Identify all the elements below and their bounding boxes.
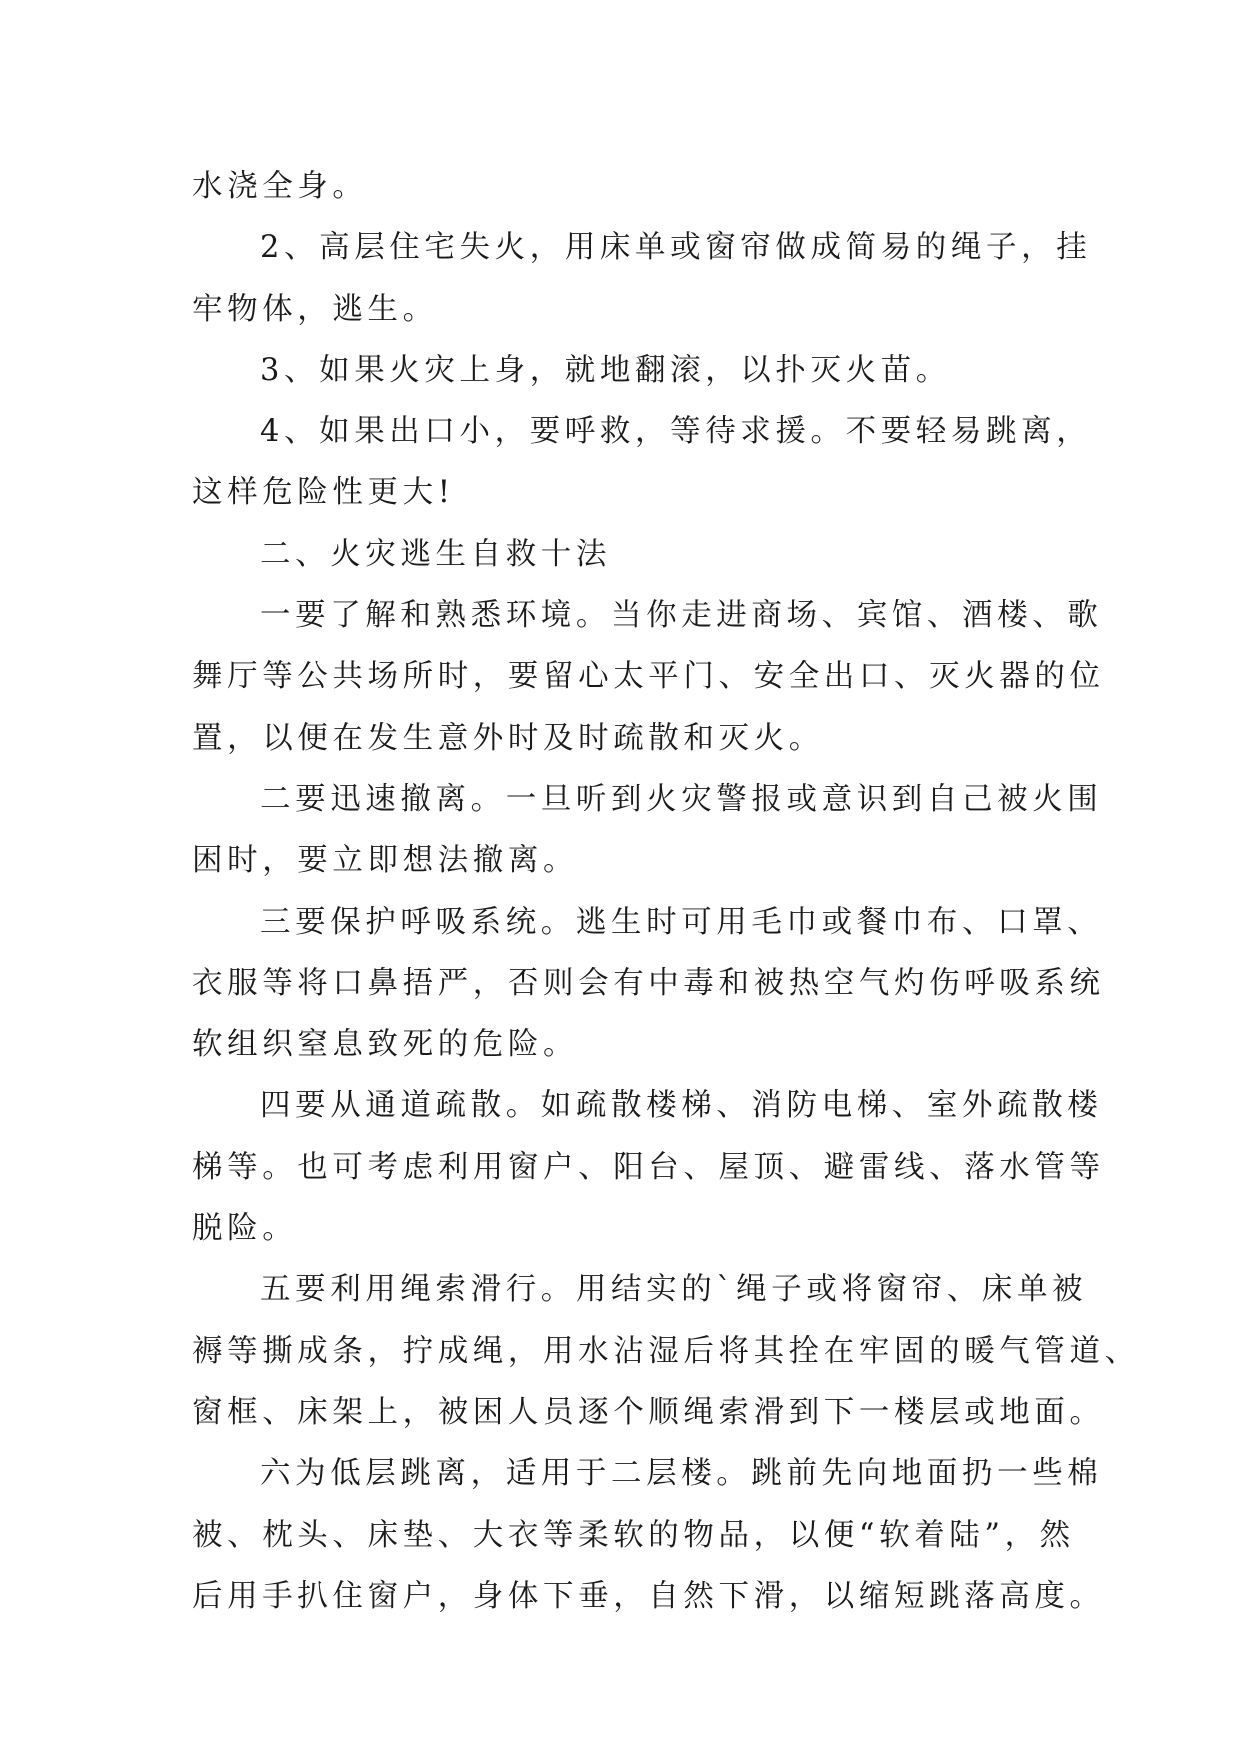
text-line: 3、如果火灾上身，就地翻滚，以扑灭火苗。	[260, 352, 951, 388]
text-line: 4、如果出口小，要呼救，等待求援。不要轻易跳离，	[260, 414, 1092, 450]
text-line: 舞厅等公共场所时，要留心太平门、安全出口、灭火器的位	[192, 659, 1105, 695]
text-line: 牢物体，逃生。	[192, 291, 438, 327]
text-line: 一要了解和熟悉环境。当你走进商场、宾馆、酒楼、歌	[260, 598, 1103, 634]
paragraph	[192, 1075, 1105, 1259]
text-line: 梯等。也可考虑利用窗户、阳台、屋顶、避雷线、落水管等	[192, 1149, 1105, 1185]
text-line: 软组织窒息致死的危险。	[192, 1027, 579, 1063]
paragraph	[192, 340, 1062, 401]
text-line: 窗框、床架上，被困人员逐个顺绳索滑到下一楼层或地面。	[192, 1394, 1105, 1430]
text-line: 2、高层住宅失火，用床单或窗帘做成简易的绳子，挂	[260, 230, 1092, 266]
paragraph	[192, 769, 1103, 892]
paragraph	[192, 1259, 1140, 1443]
text-line: 五要利用绳索滑行。用结实的`绳子或将窗帘、床单被	[260, 1272, 1088, 1308]
text-line: 置，以便在发生意外时及时疏散和灭火。	[192, 720, 824, 756]
text-line: 四要从通道疏散。如疏散楼梯、消防电梯、室外疏散楼	[260, 1088, 1103, 1124]
text-line: 被、枕头、床垫、大衣等柔软的物品，以便“软着陆”，然	[192, 1517, 1075, 1553]
text-line: 这样危险性更大!	[192, 475, 455, 511]
document-body	[192, 156, 1140, 1627]
text-line: 褥等撕成条，拧成绳，用水沾湿后将其拴在牢固的暖气管道、	[192, 1333, 1140, 1369]
text-line: 脱险。	[192, 1211, 298, 1247]
text-line: 困时，要立即想法撤离。	[192, 843, 579, 879]
paragraph	[192, 892, 1105, 1076]
paragraph	[192, 1443, 1105, 1627]
paragraph	[192, 401, 1092, 524]
text-line: 衣服等将口鼻捂严，否则会有中毒和被热空气灼伤呼吸系统	[192, 965, 1105, 1001]
text-line: 后用手扒住窗户，身体下垂，自然下滑，以缩短跳落高度。	[192, 1578, 1105, 1614]
text-line: 三要保护呼吸系统。逃生时可用毛巾或餐巾布、口罩、	[260, 904, 1103, 940]
paragraph	[192, 217, 1092, 340]
text-line: 水浇全身。	[192, 169, 368, 204]
text-line: 六为低层跳离，适用于二层楼。跳前先向地面扔一些棉	[260, 1456, 1103, 1492]
paragraph	[192, 585, 1105, 769]
paragraph	[192, 156, 1062, 217]
section-heading	[192, 524, 1062, 585]
text-line: 二要迅速撤离。一旦听到火灾警报或意识到自己被火围	[260, 781, 1103, 817]
text-line: 二、火灾逃生自救十法	[260, 536, 611, 572]
